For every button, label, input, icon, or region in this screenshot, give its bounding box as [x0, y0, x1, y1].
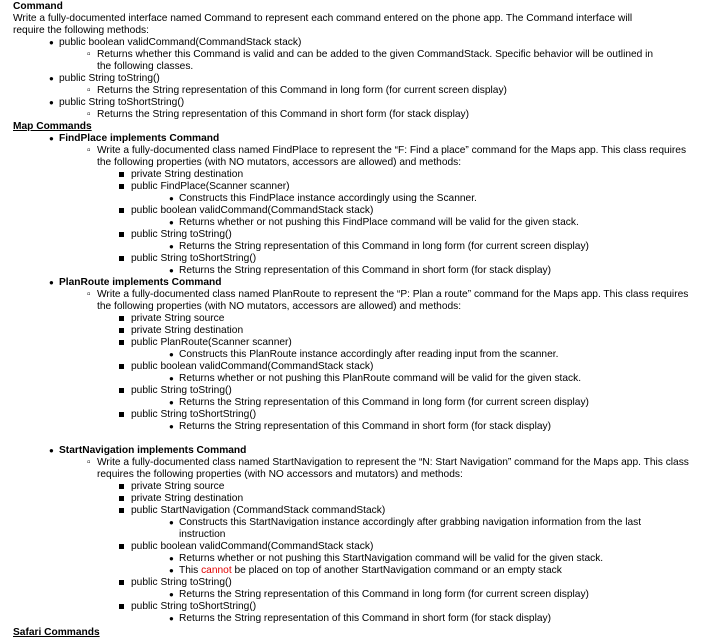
member-signature: private String source: [131, 481, 225, 492]
method-note: Returns the String representation of this Command in short form (for stack display): [97, 109, 469, 120]
planroute-member-5: [13, 385, 703, 397]
bullet-dot: ●: [49, 38, 54, 47]
class-description: Write a fully-documented class named FindPlace to represent the “F: Find a place” command for the Maps app. This class requires the following properties (with NO mutators, accessors are allowed) and methods:: [97, 145, 687, 168]
member-signature: private String destination: [131, 325, 244, 336]
bullet-square: [119, 337, 124, 349]
bullet-circle: ▫: [87, 289, 91, 300]
member-note: Returns the String representation of this Command in long form (for current screen display): [179, 241, 589, 252]
note-text: This: [179, 565, 202, 576]
spacer: [13, 433, 703, 445]
member-note: Returns the String representation of this Command in long form (for current screen display): [179, 397, 589, 408]
bullet-square: [119, 481, 124, 493]
bullet-dot: ●: [169, 590, 174, 599]
member-signature: public String toString(): [131, 577, 232, 588]
startnavigation-cannot-note: [13, 565, 703, 577]
planroute-member-5-note: [13, 397, 703, 409]
bullet-square: [119, 181, 124, 193]
startnavigation-member-5-note: [13, 589, 703, 601]
bullet-dot: ●: [49, 446, 54, 455]
bullet-square: [119, 169, 124, 181]
member-signature: private String source: [131, 313, 225, 324]
findplace-member-1: [13, 169, 703, 181]
member-signature: private String destination: [131, 169, 244, 180]
class-description: Write a fully-documented class named StartNavigation to represent the “N: Start Navigation” command for the Maps app. This class requires the following properties (with NO accessors and mutators) and methods:: [97, 457, 689, 480]
bullet-square: [119, 361, 124, 373]
member-note: Returns the String representation of this Command in short form (for stack display): [179, 421, 551, 432]
method-signature: public String toString(): [59, 73, 160, 84]
command-description: Write a fully-documented interface named Command to represent each command entered on the phone app. The Command interface will require the following methods:: [13, 13, 633, 36]
startnavigation-member-2: [13, 493, 703, 505]
bullet-square: [119, 577, 124, 589]
method-signature: public String toShortString(): [59, 97, 185, 108]
bullet-circle: ▫: [87, 457, 91, 468]
bullet-square: [119, 505, 124, 517]
member-signature: public String toString(): [131, 385, 232, 396]
bullet-dot: ●: [169, 566, 174, 575]
bullet-square: [119, 229, 124, 241]
findplace-title: [13, 133, 703, 145]
planroute-title: [13, 277, 703, 289]
bullet-dot: ●: [49, 74, 54, 83]
member-signature: public boolean validCommand(CommandStack stack): [131, 361, 374, 372]
planroute-member-4-note: [13, 373, 703, 385]
planroute-member-3-note: [13, 349, 703, 361]
bullet-circle: ▫: [87, 145, 91, 156]
bullet-dot: ●: [169, 218, 174, 227]
bullet-square: [119, 385, 124, 397]
member-signature: public PlanRoute(Scanner scanner): [131, 337, 292, 348]
findplace-member-5-note: [13, 265, 703, 277]
bullet-circle: ▫: [87, 109, 91, 120]
next-section-heading: Safari Commands: [13, 627, 100, 638]
highlighted-word: cannot: [201, 565, 232, 576]
method-note: Returns the String representation of this Command in long form (for current screen display): [97, 85, 507, 96]
bullet-dot: ●: [169, 554, 174, 563]
findplace-member-3-note: [13, 217, 703, 229]
findplace-member-5: [13, 253, 703, 265]
member-note: Returns whether or not pushing this FindPlace command will be valid for the given stack.: [179, 217, 579, 228]
command-method-1-note: [13, 49, 657, 73]
bullet-dot: ●: [49, 98, 54, 107]
startnavigation-member-4: [13, 541, 703, 553]
member-note: Returns the String representation of this Command in short form (for stack display): [179, 613, 551, 624]
class-title: FindPlace implements Command: [59, 133, 220, 144]
class-title: PlanRoute implements Command: [59, 277, 222, 288]
note-text: be placed on top of another StartNavigation command or an empty stack: [231, 565, 562, 576]
member-note: Constructs this FindPlace instance accordingly using the Scanner.: [179, 193, 477, 204]
findplace-member-2-note: [13, 193, 703, 205]
bullet-square: [119, 601, 124, 613]
planroute-member-2: [13, 325, 703, 337]
member-signature: private String destination: [131, 493, 244, 504]
bullet-dot: ●: [169, 194, 174, 203]
document-page: [13, 0, 703, 639]
bullet-dot: ●: [49, 134, 54, 143]
planroute-member-6-note: [13, 421, 703, 433]
startnavigation-title: [13, 445, 703, 457]
command-title: Command: [13, 1, 63, 12]
bullet-square: [119, 205, 124, 217]
findplace-member-3: [13, 205, 703, 217]
command-method-2: [13, 73, 703, 85]
findplace-member-2: [13, 181, 703, 193]
startnavigation-member-6-note: [13, 613, 703, 625]
member-note: Constructs this PlanRoute instance accordingly after reading input from the scanner.: [179, 349, 559, 360]
findplace-member-4-note: [13, 241, 703, 253]
method-signature: public boolean validCommand(CommandStack stack): [59, 37, 302, 48]
command-method-2-note: [13, 85, 703, 97]
startnavigation-description: [13, 457, 697, 481]
member-signature: public boolean validCommand(CommandStack stack): [131, 541, 374, 552]
bullet-square: [119, 253, 124, 265]
startnavigation-member-5: [13, 577, 703, 589]
planroute-member-3: [13, 337, 703, 349]
bullet-circle: ▫: [87, 85, 91, 96]
member-signature: public StartNavigation (CommandStack commandStack): [131, 505, 386, 516]
bullet-square: [119, 541, 124, 553]
bullet-circle: ▫: [87, 49, 91, 60]
member-note: Returns whether or not pushing this PlanRoute command will be valid for the given stack.: [179, 373, 582, 384]
planroute-description: [13, 289, 697, 313]
command-method-3: [13, 97, 703, 109]
bullet-square: [119, 409, 124, 421]
findplace-member-4: [13, 229, 703, 241]
startnavigation-member-1: [13, 481, 703, 493]
member-note: Returns whether or not pushing this StartNavigation command will be valid for the given stack.: [179, 553, 604, 564]
bullet-dot: ●: [169, 266, 174, 275]
member-signature: public String toShortString(): [131, 409, 257, 420]
bullet-dot: ●: [169, 614, 174, 623]
class-title: StartNavigation implements Command: [59, 445, 247, 456]
bullet-dot: ●: [169, 518, 174, 527]
command-method-3-note: [13, 109, 703, 121]
bullet-square: [119, 325, 124, 337]
member-signature: public boolean validCommand(CommandStack stack): [131, 205, 374, 216]
member-note: Returns the String representation of this Command in short form (for stack display): [179, 265, 551, 276]
bullet-dot: ●: [169, 374, 174, 383]
member-note: Constructs this StartNavigation instance accordingly after grabbing navigation information from the last instruction: [179, 517, 642, 540]
startnavigation-member-3-note: [13, 517, 679, 541]
class-description: Write a fully-documented class named PlanRoute to represent the “P: Plan a route” command for the Maps app. This class requires the following properties (with NO mutators, accessors are allowed) and methods:: [97, 289, 689, 312]
findplace-description: [13, 145, 697, 169]
bullet-dot: ●: [169, 350, 174, 359]
method-note: Returns whether this Command is valid and can be added to the given CommandStack. Specific behavior will be outlined in the following classes.: [97, 49, 654, 72]
startnavigation-member-3: [13, 505, 703, 517]
planroute-member-1: [13, 313, 703, 325]
startnavigation-member-6: [13, 601, 703, 613]
bullet-dot: ●: [169, 242, 174, 251]
bullet-dot: ●: [169, 398, 174, 407]
startnavigation-member-4-note: [13, 553, 703, 565]
bullet-square: [119, 493, 124, 505]
member-signature: public String toShortString(): [131, 253, 257, 264]
bullet-dot: ●: [169, 422, 174, 431]
member-signature: public String toString(): [131, 229, 232, 240]
command-method-1: [13, 37, 703, 49]
planroute-member-6: [13, 409, 703, 421]
member-signature: public String toShortString(): [131, 601, 257, 612]
bullet-square: [119, 313, 124, 325]
bullet-dot: ●: [49, 278, 54, 287]
member-note: Returns the String representation of this Command in long form (for current screen display): [179, 589, 589, 600]
map-commands-heading: Map Commands: [13, 121, 92, 132]
member-signature: public FindPlace(Scanner scanner): [131, 181, 290, 192]
planroute-member-4: [13, 361, 703, 373]
